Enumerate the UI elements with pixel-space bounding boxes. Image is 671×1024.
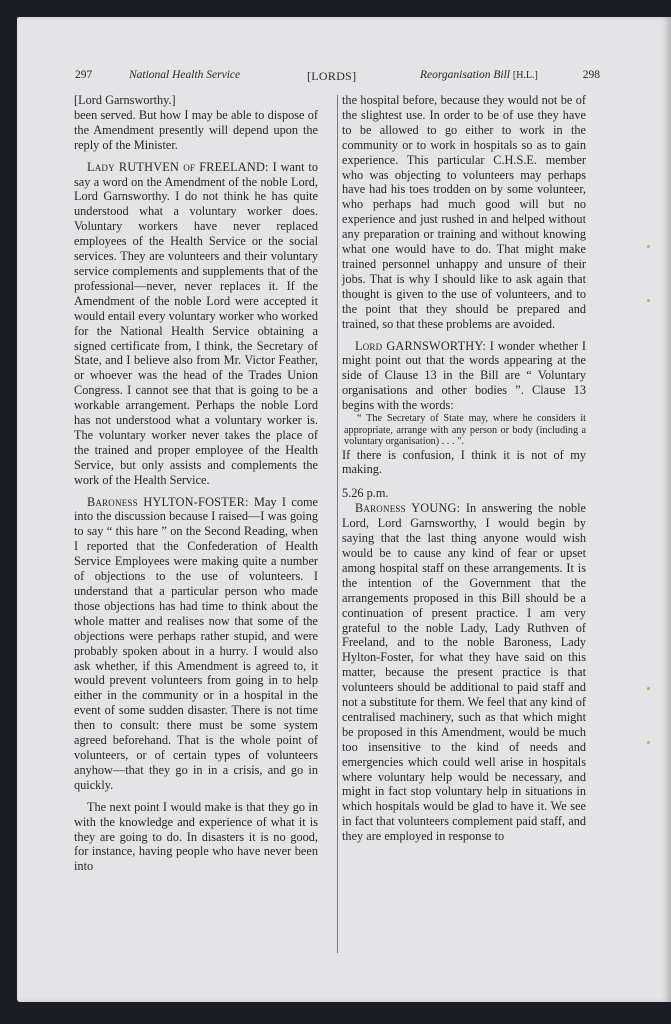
right-column: [342, 93, 586, 844]
speaker-name: Baroness YOUNG:: [355, 501, 461, 516]
right-running-title-text: Reorganisation Bill: [420, 69, 510, 81]
speaker-name: Lady RUTHVEN of FREELAND:: [87, 159, 269, 174]
speech-text: I want to say a word on the Amendment of the noble Lord, Lord Garnsworthy. I do not think he has quite understood what a voluntary worker does. Voluntary workers have never replaced employees of the Health Service or the social services. They are volunteers and their voluntary service complements and supplements that of the professional—never, never replaces it. If the Amendment of the noble Lord were accepted it would entail every voluntary worker who worked for the National Health Service obtaining a signed certificate from, I think, the Secretary of State, and I believe also from Mr. Victor Feather, or whoever was the head of the Trades Union Congress. I cannot see that that is going to be a workable arrangement. Perhaps the noble Lord has not understood what a voluntary worker is. The voluntary worker never takes the place of the trained and proper employee of the Health Service, but only assists and complements the work of the Health Service.: [74, 159, 318, 487]
running-header: [75, 69, 600, 87]
speech-text: I wonder whether I might point out that the words appearing at the side of Clause 13 in the Bill are “ Voluntary organisations and other bodies ”. Clause 13 begins with the words:: [342, 338, 586, 413]
left-page-number: 297: [75, 69, 93, 81]
speech-text: In answering the noble Lord, Lord Garnsworthy, I would begin by saying that the last thing anyone would wish would be to cause any kind of fear or upset among hospital staff on these arrangements. It is the intention of the Government that the arrangements proposed in this Bill should be a continuation of present practice. I am very grateful to the noble Lady, Lady Ruthven of Freeland, and to the noble Baroness, Lady Hylton-Foster, for what they have said on this matter, because the present practice is that volunteers should be additional to paid staff and not a substitute for them. We feel that any kind of centralised machinery, such as that which might be proposed in this Amendment, would be much too insensitive to the kind of needs and emergencies which could well arise in hospitals where voluntary help would be necessary, and might in fact stop voluntary help in situations in which hospitals would be glad to have it. We see in fact that volunteers complement paid staff, and they are employed in response to: [342, 501, 586, 844]
speaker-name: Lord GARNSWORTHY:: [355, 338, 486, 353]
speech-paragraph: [74, 495, 318, 793]
margin-mark: [647, 687, 650, 690]
bill-quotation: “ The Secretary of State may, where he considers it appropriate, arrange with any person or body (including a voluntary organisation) . . . ”.: [344, 413, 586, 448]
right-page-number: 298: [582, 69, 600, 81]
margin-mark: [647, 299, 650, 302]
column-divider: [337, 95, 338, 953]
paragraph: the hospital before, because they would not be of the slightest use. In order to be of use they have to be allowed to go either to work in the community or to work in hospitals so as to gain experience. This particular C.H.S.E. member who was objecting to volunteers may perhaps have had his toes trodden on by some volunteer, who perhaps had much good will but no experience and just rushed in and helped without any preparation or training and without knowing what one would have to do. That might make trained personnel unhappy and unsure of their jobs. That is why I should like to ask again that thought is given to the use of volunteers, and to the point that they should be prepared and trained, so that these problems are avoided.: [342, 93, 586, 331]
speaker-name: Baroness HYLTON-FOSTER:: [87, 494, 249, 509]
paragraph: The next point I would make is that they go in with the knowledge and experience of what it is they are going to do. In disasters it is no good, for instance, having people who have never been into: [74, 799, 318, 874]
house-title: [LORDS]: [307, 69, 357, 83]
margin-mark: [647, 741, 650, 744]
speech-paragraph: [342, 339, 586, 414]
speech-text: May I come into the discussion because I raised—I was going to say “ this hare ” on the Second Reading, when I reported that the Confederation of Health Service Employees were making quite a number of objections to the use of volunteers. I understand that a particular person who made those objections has had time to think about the whole matter and realises now that some of the objections were perhaps rather stupid, and were probably spoken about in a hurry. I would also ask whether, if this Amendment is agreed to, it would prevent volunteers from going in to help either in the community or in a hospital in the event of some sudden disaster. There is not time then to consult: there must be some system agreed beforehand. That is the whole point of volunteers, or of certain types of volunteers anyhow—that they go in in a crisis, and go in quickly.: [74, 494, 318, 792]
house-of-lords-tag: [H.L.]: [512, 70, 538, 81]
right-running-title: [420, 69, 538, 81]
left-running-title: National Health Service: [129, 69, 241, 81]
paragraph: been served. But how I may be able to dispose of the Amendment presently will depend upon the reply of the Minister.: [74, 107, 318, 152]
speaker-continuation-tag: [Lord Garnsworthy.]: [74, 93, 176, 107]
speech-paragraph: [74, 160, 318, 488]
paragraph: If there is confusion, I think it is not of my making.: [342, 447, 586, 477]
hansard-page: [17, 17, 671, 1002]
left-column: [74, 93, 318, 874]
margin-mark: [647, 245, 650, 248]
timestamp: 5.26 p.m.: [342, 486, 389, 501]
speech-paragraph: [342, 501, 586, 844]
